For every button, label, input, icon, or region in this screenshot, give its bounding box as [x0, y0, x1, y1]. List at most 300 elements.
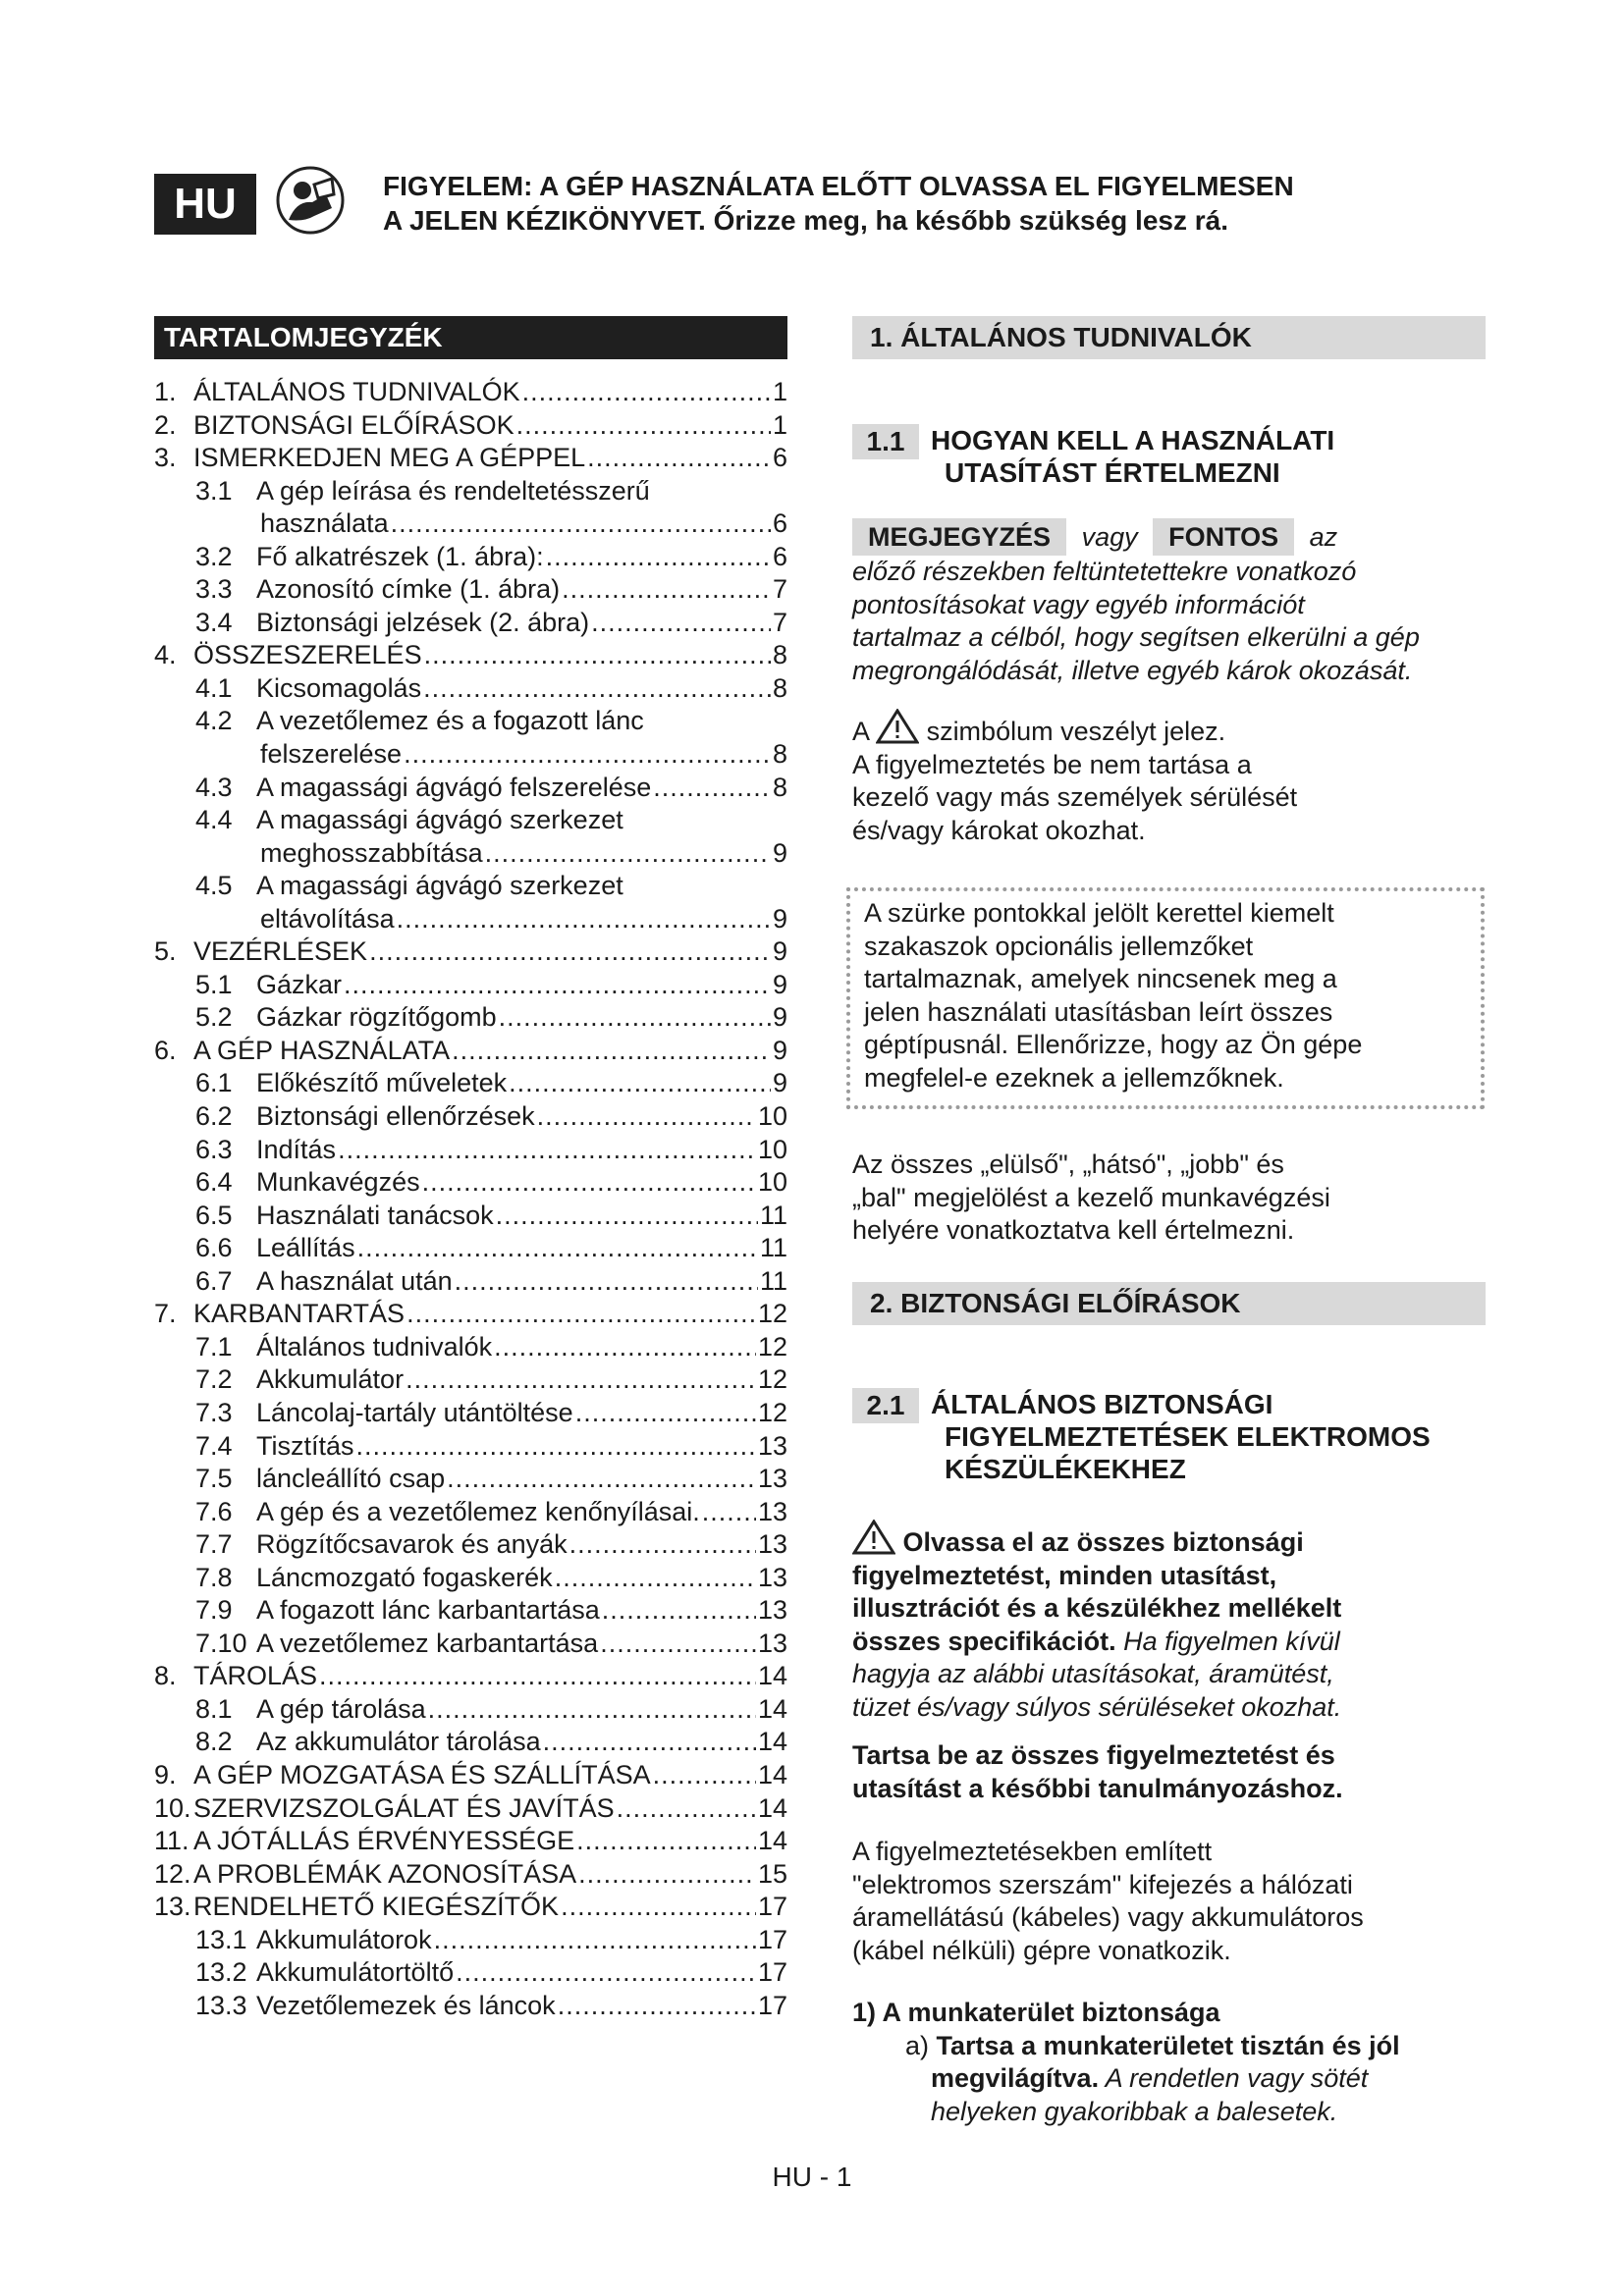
- read-line: Olvassa el az összes biztonsági: [902, 1527, 1304, 1557]
- toc-title: Láncmozgató fogaskerék: [256, 1562, 553, 1592]
- toc-number: 10.: [154, 1792, 191, 1823]
- toc-entry: [154, 1398, 787, 1431]
- read-line: illusztrációt és a készülékhez mellékelt: [852, 1593, 1342, 1623]
- toc-title: Fő alkatrészek (1. ábra):: [256, 541, 544, 571]
- read-line: figyelmeztetést, minden utasítást,: [852, 1560, 1277, 1590]
- toc-leader: [452, 1036, 771, 1066]
- page-number: HU - 1: [772, 2162, 852, 2192]
- toc-entry: [154, 377, 787, 410]
- toc-number: 3.2: [195, 541, 233, 571]
- toc-leader: [447, 1464, 756, 1494]
- toc-leader: [602, 1595, 756, 1626]
- toc-entry: [154, 1135, 787, 1168]
- toc-leader: [516, 410, 771, 441]
- toc-page: 11: [759, 1233, 787, 1263]
- toc-page: 6: [772, 443, 787, 473]
- keep-warnings-paragraph: [852, 1739, 1486, 1805]
- toc-page: 8: [772, 640, 787, 670]
- note-chip: MEGJEGYZÉS: [852, 518, 1066, 556]
- toc-page: 10: [757, 1134, 787, 1164]
- toc-number: 4.2: [195, 706, 233, 736]
- toc-number: 7.9: [195, 1595, 233, 1626]
- toc-title: A vezetőlemez karbantartása: [256, 1628, 599, 1658]
- read-line: hagyja az alábbi utasításokat, áramütést,: [852, 1659, 1334, 1688]
- toc-number: 7.10: [195, 1628, 247, 1658]
- table-of-contents: [154, 377, 787, 2023]
- toc-page: 12: [757, 1299, 787, 1329]
- toc-entry: [154, 1661, 787, 1694]
- toc-title: A gép tárolása: [256, 1693, 426, 1724]
- toc-entry: [154, 508, 787, 542]
- toc-number: 6.7: [195, 1265, 233, 1296]
- toc-leader: [600, 1629, 756, 1659]
- toc-number: 13.3: [195, 1990, 247, 2020]
- toc-title: Akkumulátortöltő: [256, 1957, 455, 1988]
- toc-entry: [154, 608, 787, 641]
- toc-page: 13: [757, 1430, 787, 1461]
- toc-leader: [406, 1299, 756, 1329]
- toc-title: felszerelése: [260, 739, 403, 770]
- read-line-bold: összes specifikációt.: [852, 1626, 1116, 1656]
- toc-leader: [369, 936, 771, 967]
- toc-leader: [422, 1167, 756, 1198]
- subsection-number: 1.1: [852, 424, 919, 459]
- toc-title: ÖSSZESZERELÉS: [193, 640, 422, 670]
- toc-page: 10: [757, 1101, 787, 1132]
- toc-title: Használati tanácsok: [256, 1200, 494, 1230]
- toc-entry: [154, 1002, 787, 1036]
- toc-leader: [397, 904, 771, 934]
- toc-leader: [546, 542, 771, 572]
- toc-number: 7.1: [195, 1331, 233, 1362]
- toc-entry: [154, 871, 787, 904]
- toc-page: 14: [757, 1792, 787, 1823]
- subsection-title-line: HOGYAN KELL A HASZNÁLATI: [931, 425, 1335, 455]
- toc-title: A fogazott lánc karbantartása: [256, 1595, 600, 1626]
- toc-title: A vezetőlemez és a fogazott lánc: [256, 706, 644, 736]
- toc-title: Munkavégzés: [256, 1167, 420, 1198]
- text-line: előző részekben feltüntetettekre vonatkozó: [852, 557, 1357, 586]
- note-text: [852, 556, 1486, 687]
- text-line: helyére vonatkoztatva kell értelmezni.: [852, 1215, 1295, 1245]
- toc-title: A GÉP MOZGATÁSA ÉS SZÁLLÍTÁSA: [193, 1759, 651, 1789]
- toc-title: Tisztítás: [256, 1430, 354, 1461]
- text-line: A szürke pontokkal jelölt kerettel kiemelt: [864, 898, 1334, 928]
- toc-title: Előkészítő műveletek: [256, 1068, 508, 1098]
- symbol-text: szimbólum veszélyt jelez.: [926, 717, 1226, 746]
- toc-number: 4.3: [195, 772, 233, 802]
- subsection-number: 2.1: [852, 1388, 919, 1423]
- toc-page: 7: [772, 607, 787, 637]
- toc-leader: [587, 443, 771, 473]
- toc-number: 6.1: [195, 1068, 233, 1098]
- toc-leader: [356, 1431, 756, 1462]
- toc-title: Vezetőlemezek és láncok: [256, 1990, 556, 2020]
- toc-number: 7.2: [195, 1364, 233, 1395]
- toc-entry: [154, 1529, 787, 1563]
- toc-leader: [522, 377, 771, 407]
- toc-page: 12: [757, 1397, 787, 1427]
- toc-entry: [154, 1957, 787, 1991]
- toc-leader: [494, 1332, 756, 1362]
- toc-leader: [344, 970, 771, 1000]
- reading-person-icon: [275, 165, 346, 236]
- toc-title: SZERVIZSZOLGÁLAT ÉS JAVÍTÁS: [193, 1792, 615, 1823]
- toc-entry: [154, 1464, 787, 1497]
- toc-title: meghosszabbítása: [260, 837, 483, 868]
- toc-leader: [496, 1201, 758, 1231]
- toc-leader: [424, 640, 771, 670]
- toc-leader: [406, 1364, 756, 1395]
- toc-page: 9: [772, 969, 787, 999]
- toc-number: 6.5: [195, 1200, 233, 1230]
- toc-number: 4.: [154, 640, 177, 670]
- toc-number: 11.: [154, 1826, 189, 1856]
- text-line: tartalmaz a célból, hogy segítsen elkerülni a gép: [852, 622, 1420, 652]
- text-line: jelen használati utasításban leírt összes: [864, 996, 1333, 1027]
- toc-entry: [154, 1760, 787, 1793]
- toc-page: 6: [772, 508, 787, 539]
- toc-entry: [154, 1299, 787, 1332]
- toc-page: 14: [757, 1693, 787, 1724]
- toc-title: Általános tudnivalók: [256, 1331, 493, 1362]
- toc-page: 11: [759, 1265, 787, 1296]
- toc-entry: [154, 1925, 787, 1958]
- toc-number: 12.: [154, 1858, 191, 1889]
- text-line: (kábel nélküli) gépre vonatkozik.: [852, 1935, 1231, 1965]
- toc-leader: [562, 574, 771, 605]
- term-paragraph: [852, 1836, 1486, 1967]
- note-paragraph: [852, 518, 1486, 687]
- keep-line: Tartsa be az összes figyelmeztetést és: [852, 1740, 1335, 1770]
- toc-page: 17: [757, 1892, 787, 1922]
- toc-number: 7.8: [195, 1562, 233, 1592]
- toc-entry: [154, 1364, 787, 1398]
- toc-entry: [154, 739, 787, 773]
- toc-entry: [154, 1497, 787, 1530]
- toc-entry: [154, 1892, 787, 1925]
- toc-page: 12: [757, 1364, 787, 1395]
- toc-entry: [154, 443, 787, 476]
- section-2-heading: 2. BIZTONSÁGI ELŐÍRÁSOK: [852, 1282, 1486, 1325]
- subsection-title-line: ÁLTALÁNOS BIZTONSÁGI: [931, 1389, 1273, 1419]
- toc-number: 4.1: [195, 672, 233, 703]
- toc-leader: [485, 838, 771, 869]
- work-a-bold: megvilágítva.: [931, 2063, 1100, 2093]
- toc-title: A magassági ágvágó szerkezet: [256, 805, 623, 835]
- work-area-safety: [852, 1997, 1486, 2128]
- toc-title: ÁLTALÁNOS TUDNIVALÓK: [193, 377, 520, 406]
- toc-page: 17: [757, 1924, 787, 1954]
- toc-entry: [154, 542, 787, 575]
- toc-number: 7.7: [195, 1529, 233, 1560]
- symbol-prefix: A: [852, 717, 869, 746]
- toc-number: 1.: [154, 377, 177, 406]
- toc-leader: [561, 1892, 756, 1922]
- toc-page: 13: [757, 1595, 787, 1626]
- toc-page: 13: [757, 1464, 787, 1494]
- toc-page: 17: [757, 1990, 787, 2020]
- toc-page: 8: [772, 772, 787, 802]
- toc-title: KARBANTARTÁS: [193, 1299, 406, 1329]
- toc-title: láncleállító csap: [256, 1464, 446, 1494]
- toc-entry: [154, 1332, 787, 1365]
- text-line: „bal" megjelölést a kezelő munkavégzési: [852, 1182, 1330, 1212]
- toc-title: Az akkumulátor tárolása: [256, 1727, 541, 1757]
- subsection-title-line: FIGYELMEZTETÉSEK ELEKTROMOS: [945, 1421, 1431, 1452]
- toc-number: 9.: [154, 1759, 177, 1789]
- text-line: A figyelmeztetés be nem tartása a: [852, 749, 1252, 779]
- text-line: kezelő vagy más személyek sérülését: [852, 782, 1298, 812]
- read-line: tüzet és/vagy súlyos sérüléseket okozhat.: [852, 1691, 1342, 1722]
- toc-entry: [154, 1694, 787, 1728]
- toc-title: Leállítás: [256, 1233, 355, 1263]
- toc-title: Indítás: [256, 1134, 337, 1164]
- toc-entry: [154, 1629, 787, 1662]
- toc-leader: [543, 1727, 756, 1757]
- toc-page: 11: [759, 1200, 787, 1230]
- toc-leader: [558, 1991, 756, 2021]
- toc-entry: [154, 936, 787, 970]
- list-marker: a): [905, 2030, 930, 2060]
- toc-page: 9: [772, 936, 787, 967]
- text-line: Az összes „elülső", „hátsó", „jobb" és: [852, 1149, 1284, 1179]
- toc-title: Gázkar: [256, 969, 343, 999]
- subsection-title-line: UTASÍTÁST ÉRTELMEZNI: [945, 457, 1280, 488]
- direction-paragraph: [852, 1148, 1486, 1248]
- toc-title: A gép leírása és rendeltetésszerű: [256, 475, 650, 506]
- toc-entry: [154, 1563, 787, 1596]
- toc-number: 8.2: [195, 1727, 233, 1757]
- read-warnings-paragraph: [852, 1520, 1486, 1724]
- toc-title: A JÓTÁLLÁS ÉRVÉNYESSÉGE: [193, 1826, 575, 1856]
- toc-leader: [569, 1529, 756, 1560]
- text-line: "elektromos szerszám" kifejezés a hálózati: [852, 1869, 1353, 1899]
- toc-number: 13.: [154, 1892, 191, 1922]
- toc-number: 7.: [154, 1299, 177, 1329]
- toc-leader: [653, 1760, 756, 1790]
- text-line: és/vagy károkat okozhat.: [852, 815, 1146, 845]
- subsection-1-1: [852, 424, 1486, 489]
- toc-leader: [456, 1957, 756, 1988]
- toc-entry: [154, 838, 787, 872]
- toc-leader: [428, 1694, 756, 1725]
- toc-leader: [537, 1101, 756, 1132]
- toc-number: 5.: [154, 936, 177, 967]
- toc-leader: [499, 1002, 771, 1033]
- toc-page: 8: [772, 672, 787, 703]
- toc-leader: [578, 1859, 756, 1890]
- warning-line-1: FIGYELEM: A GÉP HASZNÁLATA ELŐTT OLVASSA EL FIGYELMESEN: [383, 171, 1294, 201]
- toc-title: A magassági ágvágó szerkezet: [256, 871, 623, 901]
- subsection-title-line: KÉSZÜLÉKEKHEZ: [945, 1454, 1186, 1484]
- toc-leader: [576, 1826, 756, 1856]
- toc-number: 6.2: [195, 1101, 233, 1132]
- toc-page: 9: [772, 837, 787, 868]
- symbol-paragraph: [852, 709, 1486, 847]
- toc-title: A használat után: [256, 1265, 453, 1296]
- toc-leader: [357, 1233, 758, 1263]
- toc-number: 7.3: [195, 1397, 233, 1427]
- toc-number: 6.6: [195, 1233, 233, 1263]
- toc-entry: [154, 1167, 787, 1201]
- toc-entry: [154, 773, 787, 806]
- toc-leader: [575, 1398, 756, 1428]
- toc-number: 8.1: [195, 1693, 233, 1724]
- toc-title: Gázkar rögzítőgomb: [256, 1002, 497, 1033]
- keep-line: utasítást a későbbi tanulmányozáshoz.: [852, 1773, 1343, 1803]
- toc-entry: [154, 1266, 787, 1300]
- toc-entry: [154, 1101, 787, 1135]
- toc-page: 9: [772, 1068, 787, 1098]
- toc-title: A GÉP HASZNÁLATA: [193, 1035, 451, 1065]
- warning-triangle-icon: [876, 709, 919, 744]
- text-line: pontosításokat vagy egyéb információt: [852, 589, 1305, 619]
- section-1-heading: 1. ÁLTALÁNOS TUDNIVALÓK: [852, 316, 1486, 359]
- toc-number: 7.5: [195, 1464, 233, 1494]
- toc-leader: [434, 1925, 756, 1955]
- toc-entry: [154, 1793, 787, 1827]
- toc-entry: [154, 1727, 787, 1760]
- toc-number: 7.6: [195, 1496, 233, 1526]
- work-area-title: 1) A munkaterület biztonsága: [852, 1998, 1220, 2027]
- text-or: vagy: [1081, 522, 1138, 552]
- toc-entry: [154, 1859, 787, 1893]
- toc-page: 6: [772, 541, 787, 571]
- toc-number: 3.1: [195, 475, 233, 506]
- toc-title: A PROBLÉMÁK AZONOSÍTÁSA: [193, 1858, 577, 1889]
- toc-title: A gép és a vezetőlemez kenőnyílásai.: [256, 1496, 700, 1526]
- toc-entry: [154, 1991, 787, 2024]
- toc-page: 12: [757, 1331, 787, 1362]
- toc-page: 15: [757, 1858, 787, 1889]
- toc-entry: [154, 640, 787, 673]
- toc-entry: [154, 805, 787, 838]
- toc-title: használata: [260, 508, 389, 539]
- text-line: áramellátású (kábeles) vagy akkumulátoros: [852, 1902, 1364, 1932]
- toc-entry: [154, 1595, 787, 1629]
- toc-entry: [154, 410, 787, 444]
- toc-leader: [509, 1068, 771, 1098]
- toc-page: 1: [772, 409, 787, 440]
- toc-number: 5.2: [195, 1002, 233, 1033]
- toc-entry: [154, 1826, 787, 1859]
- toc-leader: [391, 508, 771, 539]
- toc-entry: [154, 673, 787, 707]
- toc-title: Kicsomagolás: [256, 672, 422, 703]
- optional-features-box: [846, 887, 1485, 1109]
- toc-page: 8: [772, 739, 787, 770]
- toc-number: 6.: [154, 1035, 177, 1065]
- toc-number: 7.4: [195, 1430, 233, 1461]
- toc-number: 2.: [154, 409, 177, 440]
- toc-title: Azonosító címke (1. ábra): [256, 574, 561, 605]
- work-a-italic: helyeken gyakoribbak a balesetek.: [931, 2096, 1338, 2126]
- toc-page: 7: [772, 574, 787, 605]
- toc-page: 14: [757, 1727, 787, 1757]
- toc-entry: [154, 1431, 787, 1465]
- toc-title: Rögzítőcsavarok és anyák: [256, 1529, 568, 1560]
- subsection-2-1: [852, 1388, 1486, 1485]
- toc-entry: [154, 476, 787, 509]
- symbol-explanation: [852, 749, 1486, 848]
- text-az: az: [1309, 522, 1338, 552]
- toc-title: eltávolítása: [260, 903, 395, 934]
- toc-number: 3.: [154, 443, 177, 473]
- toc-leader: [555, 1563, 756, 1593]
- toc-number: 13.1: [195, 1924, 247, 1954]
- toc-number: 5.1: [195, 969, 233, 999]
- toc-title: A magassági ágvágó felszerelése: [256, 772, 652, 802]
- toc-title: TARTALOMJEGYZÉK: [154, 316, 787, 359]
- toc-number: 4.4: [195, 805, 233, 835]
- toc-page: 17: [757, 1957, 787, 1988]
- toc-number: 8.: [154, 1661, 177, 1691]
- toc-title: Biztonsági jelzések (2. ábra): [256, 607, 590, 637]
- toc-title: BIZTONSÁGI ELŐÍRÁSOK: [193, 409, 514, 440]
- toc-entry: [154, 1036, 787, 1069]
- text-line: szakaszok opcionális jellemzőket: [864, 931, 1254, 961]
- toc-title: Biztonsági ellenőrzések: [256, 1101, 535, 1132]
- text-line: megrongálódását, illetve egyéb károk okozását.: [852, 655, 1413, 685]
- toc-page: 9: [772, 1002, 787, 1033]
- toc-number: 6.4: [195, 1167, 233, 1198]
- text-line: tartalmaznak, amelyek nincsenek meg a: [864, 964, 1337, 993]
- important-chip: FONTOS: [1153, 518, 1294, 556]
- read-line-italic: Ha figyelmen kívül: [1115, 1626, 1340, 1656]
- toc-page: 13: [757, 1562, 787, 1592]
- reading-warning: [383, 169, 1492, 238]
- toc-page: 13: [757, 1529, 787, 1560]
- toc-page: 10: [757, 1167, 787, 1198]
- toc-page: 9: [772, 1035, 787, 1065]
- toc-page: 1: [772, 377, 787, 406]
- toc-page: 13: [757, 1496, 787, 1526]
- warning-line-2: A JELEN KÉZIKÖNYVET. Őrizze meg, ha később szükség lesz rá.: [383, 205, 1228, 236]
- toc-leader: [338, 1135, 756, 1165]
- toc-number: 6.3: [195, 1134, 233, 1164]
- toc-number: 4.5: [195, 871, 233, 901]
- toc-leader: [591, 608, 771, 638]
- toc-title: TÁROLÁS: [193, 1661, 318, 1691]
- toc-page: 9: [772, 903, 787, 934]
- toc-leader: [423, 673, 771, 704]
- toc-title: Láncolaj-tartály utántöltése: [256, 1397, 573, 1427]
- toc-entry: [154, 1201, 787, 1234]
- toc-page: 13: [757, 1628, 787, 1658]
- toc-number: 3.3: [195, 574, 233, 605]
- toc-number: 3.4: [195, 607, 233, 637]
- toc-entry: [154, 706, 787, 739]
- toc-page: 14: [757, 1759, 787, 1789]
- toc-leader: [455, 1266, 758, 1297]
- toc-title: Akkumulátor: [256, 1364, 405, 1395]
- toc-title: ISMERKEDJEN MEG A GÉPPEL: [193, 443, 586, 473]
- toc-leader: [702, 1497, 756, 1527]
- toc-title: Akkumulátorok: [256, 1924, 432, 1954]
- toc-page: 14: [757, 1826, 787, 1856]
- toc-entry: [154, 1068, 787, 1101]
- toc-entry: [154, 970, 787, 1003]
- toc-leader: [617, 1793, 756, 1824]
- toc-page: 14: [757, 1661, 787, 1691]
- toc-leader: [319, 1661, 756, 1691]
- text-line: géptípusnál. Ellenőrizze, hogy az Ön gépe: [864, 1030, 1363, 1059]
- toc-leader: [653, 773, 771, 803]
- text-line: megfelel-e ezeknek a jellemzőknek.: [864, 1062, 1284, 1093]
- toc-number: 13.2: [195, 1957, 247, 1988]
- language-badge: HU: [154, 174, 256, 235]
